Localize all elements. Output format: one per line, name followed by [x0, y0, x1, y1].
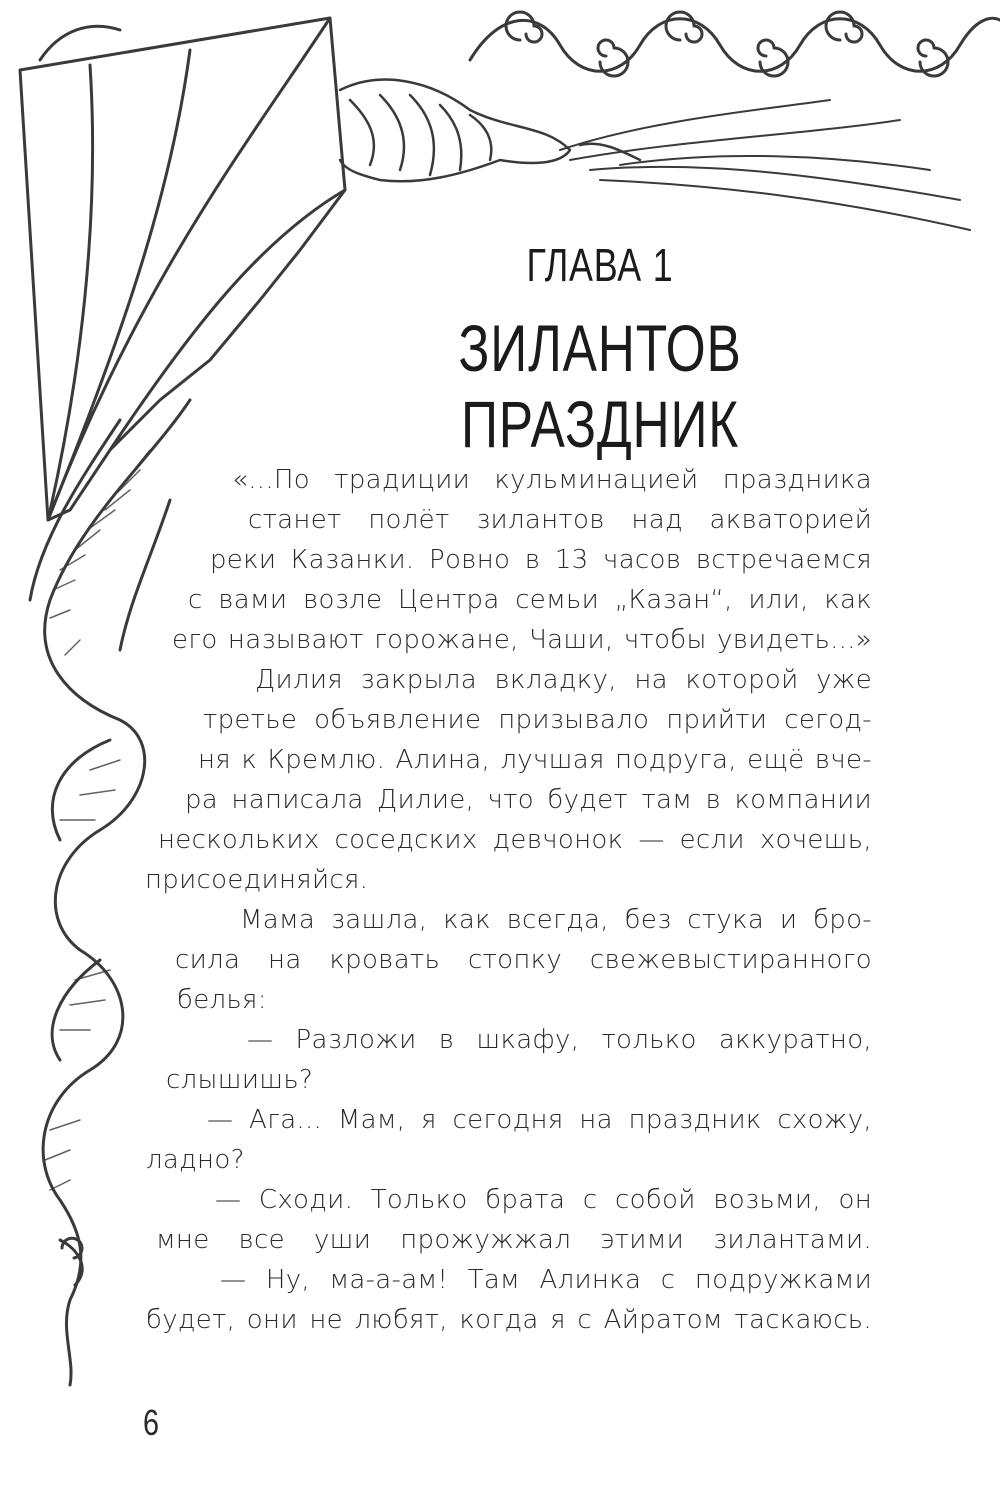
text-line: ра написала Дилие, что будет там в компании — [185, 785, 872, 815]
text-line: нескольких соседских девчонок — если хочешь, — [158, 825, 872, 855]
whisker-lines — [560, 100, 970, 230]
text-line: будет, они не любят, когда я с Айратом таскаюсь. — [146, 1305, 872, 1335]
text-line: его называют горожане, Чаши, чтобы увидеть...» — [172, 625, 872, 655]
chapter-number: ГЛАВА 1 — [526, 239, 674, 291]
dragon-head — [340, 80, 640, 182]
text-line: сила на кровать стопку свежевыстиранного — [175, 945, 872, 975]
swirl-ornament — [470, 12, 1000, 76]
fur-hatching — [45, 450, 150, 1190]
page-number: 6 — [143, 1402, 160, 1443]
text-line: ладно? — [146, 1145, 245, 1175]
text-line: ня к Кремлю. Алина, лучшая подруга, ещё вче- — [198, 745, 872, 775]
text-line: реки Казанки. Ровно в 13 часов встречаемся — [210, 545, 872, 575]
text-line: станет полёт зилантов над акваторией — [248, 505, 872, 535]
text-line: мне все уши прожужжал этими зилантами. — [156, 1225, 872, 1255]
text-line: — Разложи в шкафу, только аккуратно, — [247, 1025, 872, 1055]
text-line: — Ага... Мам, я сегодня на праздник схожу, — [207, 1105, 872, 1135]
text-line: третье объявление призывало прийти сегод- — [203, 705, 872, 735]
text-line: Дилия закрыла вкладку, на которой уже — [255, 665, 872, 695]
text-line: — Ну, ма-а-ам! Там Алинка с подружками — [220, 1265, 872, 1295]
wing — [20, 18, 345, 520]
chapter-title: ЗИЛАНТОВ ПРАЗДНИК — [458, 311, 742, 461]
text-line: «...По традиции кульминацией праздника — [232, 465, 872, 495]
text-line: — Сходи. Только брата с собой возьми, он — [215, 1185, 872, 1215]
text-line: Мама зашла, как всегда, без стука и бро- — [240, 905, 872, 935]
text-line: присоединяйся. — [145, 865, 369, 895]
text-line: с вами возле Центра семьи „Казан“, или, как — [188, 585, 872, 615]
text-line: слышишь? — [166, 1065, 314, 1095]
text-line: белья: — [177, 985, 267, 1015]
